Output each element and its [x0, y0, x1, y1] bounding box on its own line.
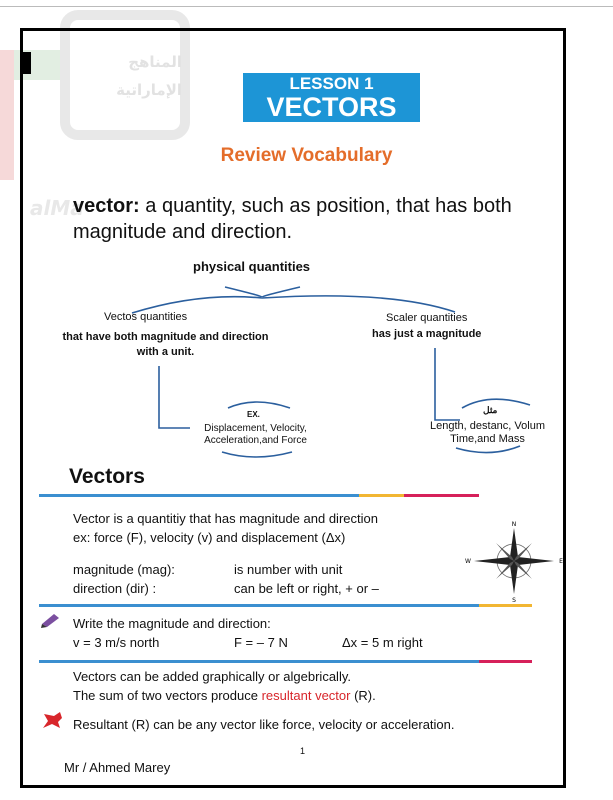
compass-s: S [512, 597, 516, 604]
definition-text: a quantity, such as position, that has both magnitude and direction. [73, 195, 512, 243]
compass-n: N [511, 521, 517, 528]
definition-term: vector: [73, 195, 140, 217]
vector-examples-line: ex: force (F), velocity (v) and displacement (Δx) [73, 530, 346, 545]
author-credit: Mr / Ahmed Marey [64, 760, 171, 775]
tree-right-ex-label: مثل [483, 405, 498, 415]
compass-w: W [465, 558, 471, 565]
stripe-rule [39, 660, 479, 663]
compass-e: E [559, 558, 563, 565]
stripe-rule [39, 494, 359, 497]
resultant-sum-line: The sum of two vectors produce resultant vector (R). [73, 688, 376, 703]
tree-right-examples: Length, destanc, Volum Time,and Mass [430, 420, 545, 445]
addition-line: Vectors can be added graphically or algebrically. [73, 669, 351, 684]
direction-label: direction (dir) : [73, 581, 157, 596]
vectors-heading: Vectors [69, 465, 145, 488]
tree-right-desc: has just a magnitude [372, 328, 482, 340]
stripe-rule [404, 494, 479, 497]
watermark-script: alMa [30, 196, 84, 220]
magnitude-text: is number with unit [234, 562, 343, 577]
pushpin-icon [40, 710, 64, 730]
direction-text: can be left or right, + or – [234, 581, 379, 596]
review-vocabulary-heading: Review Vocabulary [220, 145, 393, 166]
stripe-rule [479, 604, 532, 607]
lesson-number: LESSON 1 [289, 74, 374, 93]
task-example-displacement: Δx = 5 m right [342, 635, 423, 650]
lesson-title: VECTORS [266, 92, 397, 122]
task-example-velocity: v = 3 m/s north [73, 635, 160, 650]
stripe-rule [359, 494, 404, 497]
stripe-rule [479, 660, 532, 663]
magnitude-label: magnitude (mag): [73, 562, 175, 577]
tree-left-ex-label: EX. [247, 410, 260, 419]
tree-left-title: Vectos quantities [104, 311, 188, 323]
page-number: 1 [300, 746, 306, 756]
tree-right-title: Scaler quantities [386, 312, 468, 324]
tree-left-examples: Displacement, Velocity, Acceleration,and Force [204, 423, 307, 446]
resultant-description: Resultant (R) can be any vector like force, velocity or acceleration. [73, 717, 455, 732]
vector-definition-line: Vector is a quantitiy that has magnitude and direction [73, 511, 378, 526]
stripe-rule [39, 604, 479, 607]
compass-rose-icon [462, 521, 566, 604]
watermark-text: المناهج الإماراتية [116, 53, 182, 99]
task-example-force: F = – 7 N [234, 635, 288, 650]
task-title: Write the magnitude and direction: [73, 616, 271, 631]
tree-left-desc: that have both magnitude and direction with a unit. [62, 331, 269, 358]
tree-root: physical quantities [193, 259, 311, 274]
resultant-vector-term: resultant vector [261, 688, 351, 703]
pencil-icon [40, 612, 62, 628]
